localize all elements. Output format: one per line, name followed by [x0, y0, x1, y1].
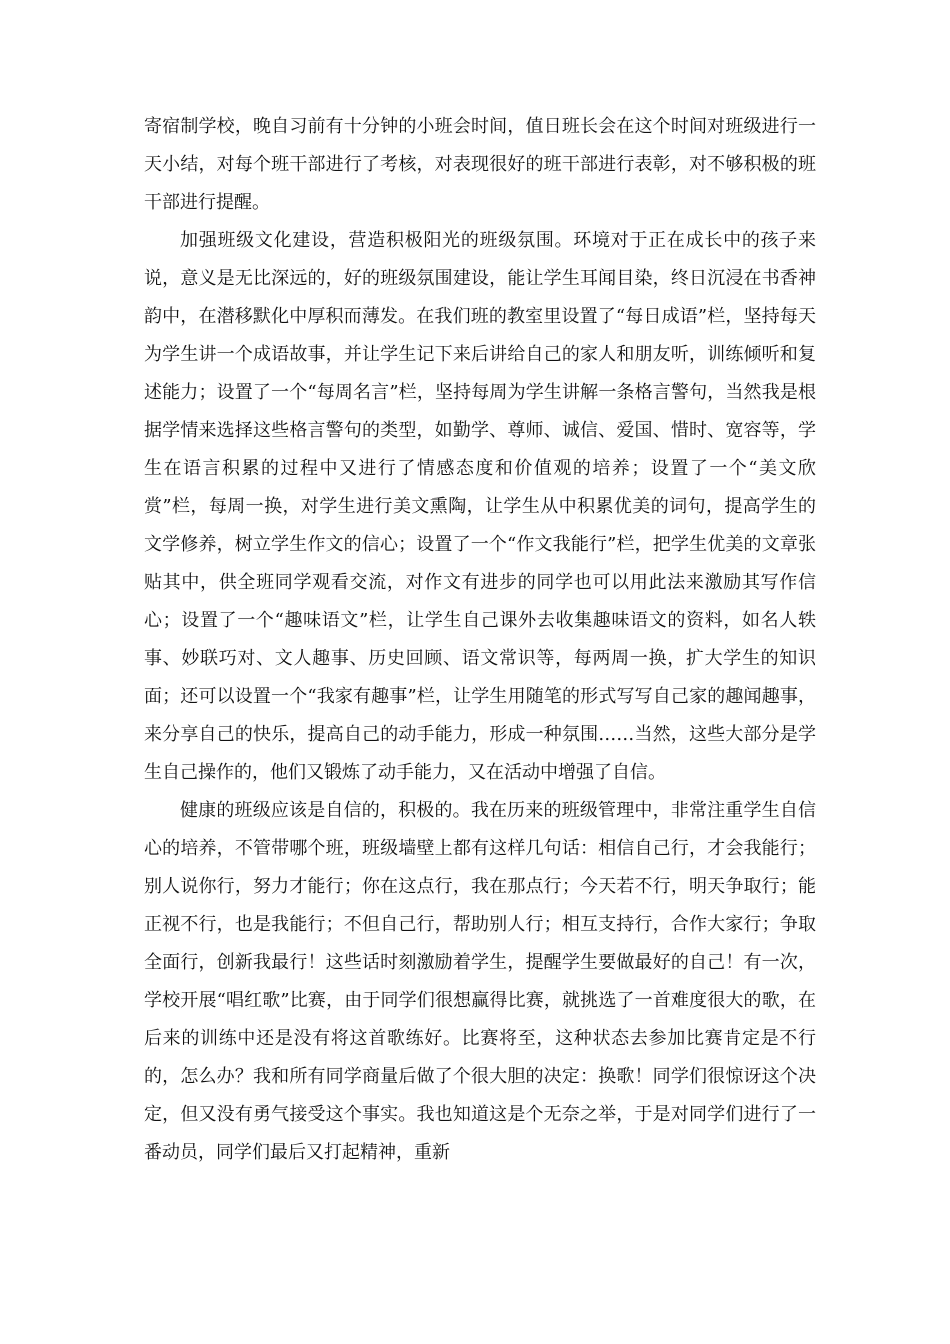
document-page — [144, 108, 816, 1172]
paragraph-boarding-school: 寄宿制学校，晚自习前有十分钟的小班会时间，值日班长会在这个时间对班级进行一天小结，对每个班干部进行了考核，对表现很好的班干部进行表彰，对不够积极的班干部进行提醒。 — [144, 116, 816, 213]
paragraph-confidence: 健康的班级应该是自信的，积极的。我在历来的班级管理中，非常注重学生自信心的培养，不管带哪个班，班级墙壁上都有这样几句话：相信自己行，才会我能行；别人说你行，努力才能行；你在这点行，我在那点行；今天若不行，明天争取行；能正视不行，也是我能行；不但自己行，帮助别人行；相互支持行，合作大家行；争取全面行，创新我最行！这些话时刻激励着学生，提醒学生要做最好的自己！有一次，学校开展“唱红歌”比赛，由于同学们很想赢得比赛，就挑选了一首难度很大的歌，在后来的训练中还是没有将这首歌练好。比赛将至，这种状态去参加比赛肯定是不行的，怎么办？我和所有同学商量后做了个很大胆的决定：换歌！同学们很惊讶这个决定，但又没有勇气接受这个事实。我也知道这是个无奈之举，于是对同学们进行了一番动员，同学们最后又打起精神，重新 — [144, 800, 816, 1163]
paragraph-class-culture: 加强班级文化建设，营造积极阳光的班级氛围。环境对于正在成长中的孩子来说，意义是无比深远的，好的班级氛围建设，能让学生耳闻目染，终日沉浸在书香神韵中，在潜移默化中厚积而薄发。在我们班的教室里设置了“每日成语”栏，坚持每天为学生讲一个成语故事，并让学生记下来后讲给自己的家人和朋友听，训练倾听和复述能力；设置了一个“每周名言”栏，坚持每周为学生讲解一条格言警句，当然我是根据学情来选择这些格言警句的类型，如勤学、尊师、诚信、爱国、惜时、宽容等，学生在语言积累的过程中又进行了情感态度和价值观的培养；设置了一个“美文欣赏”栏，每周一换，对学生进行美文熏陶，让学生从中积累优美的词句，提高学生的文学修养，树立学生作文的信心；设置了一个“作文我能行”栏，把学生优美的文章张贴其中，供全班同学观看交流，对作文有进步的同学也可以用此法来激励其写作信心；设置了一个“趣味语文”栏，让学生自己课外去收集趣味语文的资料，如名人轶事、妙联巧对、文人趣事、历史回顾、语文常识等，每两周一换，扩大学生的知识面；还可以设置一个“我家有趣事”栏，让学生用随笔的形式写写自己家的趣闻趣事，来分享自己的快乐，提高自己的动手能力，形成一种氛围……当然，这些大部分是学生自己操作的，他们又锻炼了动手能力，又在活动中增强了自信。 — [144, 230, 816, 783]
